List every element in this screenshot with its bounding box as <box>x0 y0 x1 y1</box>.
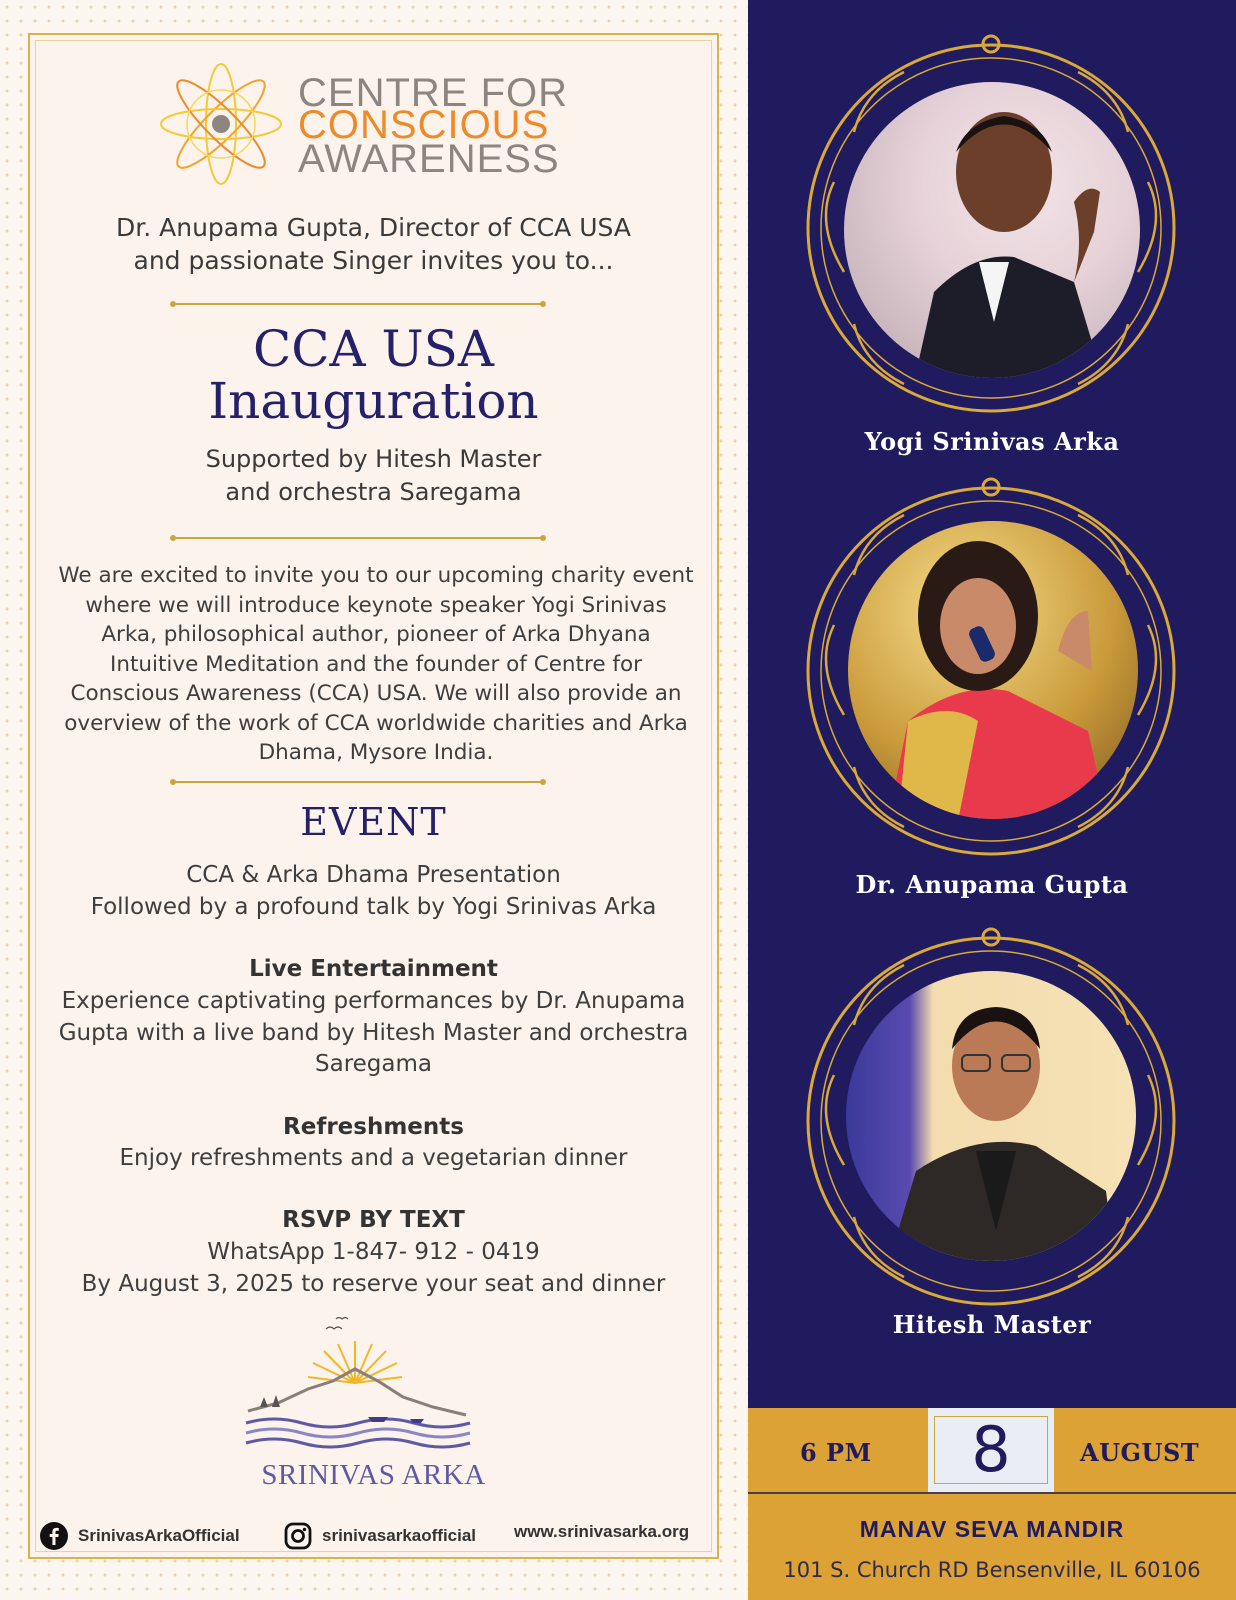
logo-text-centre-for: CENTRE FOR <box>298 71 568 115</box>
rsvp-whatsapp[interactable]: WhatsApp 1-847- 912 - 0419 <box>207 1239 540 1265</box>
instagram-link[interactable] <box>284 1522 476 1550</box>
logo-text-conscious: CONSCIOUS <box>298 103 550 147</box>
srinivas-arka-name: SRINIVAS ARKA <box>261 1459 486 1491</box>
speakers-panel <box>748 0 1236 1408</box>
entertainment-line-3: Saregama <box>315 1051 432 1077</box>
event-line-2: Followed by a profound talk by Yogi Srinivas Arka <box>90 894 657 920</box>
entertainment-heading: Live Entertainment <box>249 956 498 982</box>
gold-divider <box>173 537 543 539</box>
refreshments-text: Enjoy refreshments and a vegetarian dinner <box>119 1145 628 1171</box>
event-line-1: CCA & Arka Dhama Presentation <box>186 862 561 888</box>
gold-divider <box>173 303 543 305</box>
facebook-handle: SrinivasArkaOfficial <box>78 1526 240 1545</box>
facebook-link[interactable] <box>40 1522 240 1550</box>
supported-line-2: and orchestra Saregama <box>225 478 522 506</box>
band-divider <box>748 1492 1236 1494</box>
rsvp-deadline: By August 3, 2025 to reserve your seat and dinner <box>81 1271 666 1297</box>
entertainment-line-1: Experience captivating performances by Dr. Anupama <box>61 988 686 1014</box>
instagram-handle: srinivasarkaofficial <box>322 1526 477 1545</box>
event-title-line-1: CCA USA <box>252 320 494 378</box>
speaker-name-2: Dr. Anupama Gupta <box>855 870 1129 899</box>
facebook-icon <box>40 1522 68 1550</box>
speaker-photo-hitesh <box>846 971 1136 1261</box>
speaker-frame-3 <box>804 925 1178 1310</box>
date-venue-band <box>748 1408 1236 1600</box>
logo-text-awareness: AWARENESS <box>298 137 560 181</box>
gold-divider <box>173 781 543 783</box>
speaker-photo-yogi <box>844 82 1140 378</box>
event-description: We are excited to invite you to our upcoming charity event where we will introduce keynote speaker Yogi Srinivas Arka, philosophical author, pioneer of Arka Dhyana Intuitive Meditation and the founder of Centre for Conscious Awareness (CCA) USA. We will also provide an overview of the work of CCA worldwide charities and Arka Dhama, Mysore India. <box>58 563 694 765</box>
srinivas-arka-logo <box>238 1311 472 1461</box>
speaker-name-3: Hitesh Master <box>892 1310 1092 1339</box>
event-day: 8 <box>971 1413 1011 1486</box>
intro-line-1: Dr. Anupama Gupta, Director of CCA USA <box>116 213 631 242</box>
event-time: 6 PM <box>800 1438 872 1467</box>
intro-line-2: and passionate Singer invites you to... <box>133 246 614 275</box>
event-title-line-2: Inauguration <box>208 372 539 430</box>
rsvp-heading: RSVP BY TEXT <box>282 1207 465 1233</box>
website-url: www.srinivasarka.org <box>514 1522 690 1541</box>
entertainment-line-2: Gupta with a live band by Hitesh Master and orchestra <box>58 1020 689 1046</box>
speaker-frame-1 <box>804 32 1178 417</box>
cca-flower-logo <box>156 57 286 192</box>
event-heading: EVENT <box>300 800 447 844</box>
supported-line-1: Supported by Hitesh Master <box>205 445 542 473</box>
refreshments-heading: Refreshments <box>283 1114 464 1140</box>
supported-by <box>30 443 717 509</box>
date-box <box>928 1408 1054 1492</box>
invitation-card <box>28 33 719 1559</box>
venue-name: MANAV SEVA MANDIR <box>859 1516 1125 1542</box>
speaker-name-1: Yogi Srinivas Arka <box>864 427 1120 456</box>
website-link[interactable] <box>514 1522 689 1542</box>
event-month: AUGUST <box>1080 1438 1200 1467</box>
speaker-frame-2 <box>804 475 1178 860</box>
instagram-icon <box>284 1522 312 1550</box>
venue-address[interactable]: 101 S. Church RD Bensenville, IL 60106 <box>783 1558 1201 1582</box>
speaker-photo-anupama <box>848 521 1138 819</box>
